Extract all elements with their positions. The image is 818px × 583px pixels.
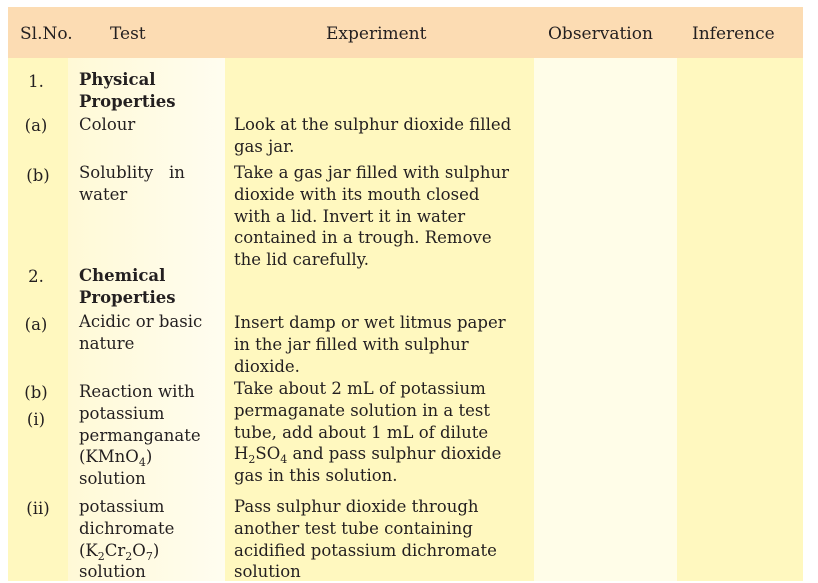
experiment-text: Take about 2 mL of potassium permaganate solution in a test tube, add about 1 mL of dilute $H_2SO_4$ and pass sulphur dioxide gas in this solution.	[234, 379, 502, 486]
test-name: potassium dichromate $(K_2Cr_2O_7)$ solution	[79, 497, 175, 582]
header-experiment: Experiment	[326, 24, 427, 44]
sl-sub-number: (i)	[26, 410, 46, 429]
header-test: Test	[110, 24, 146, 44]
experiment-text: Take a gas jar filled with sulphur dioxide with its mouth closed with a lid. Invert it in water contained in a trough. Remove the lid carefully.	[234, 163, 509, 270]
sl-number: 1.	[28, 72, 44, 91]
sl-number: (b)	[24, 383, 48, 402]
column-observation	[534, 58, 677, 581]
header-inference: Inference	[692, 24, 775, 44]
test-name: Colour	[79, 115, 136, 134]
test-name: Solublity in water	[79, 163, 185, 204]
sl-number: 2.	[28, 267, 44, 286]
test-name: Reaction with potassium permanganate (KMnO$_4$) solution	[79, 382, 201, 489]
test-name: Acidic or basic nature	[79, 312, 203, 353]
sl-number: (a)	[24, 116, 48, 135]
column-inference	[677, 58, 803, 581]
experiment-text: Insert damp or wet litmus paper in the jar filled with sulphur dioxide.	[234, 313, 506, 376]
header-observation: Observation	[548, 24, 653, 44]
section-title: Chemical Properties	[79, 266, 176, 307]
section-title: Physical Properties	[79, 70, 176, 111]
sl-number: (ii)	[26, 499, 50, 518]
header-sl-no: Sl.No.	[20, 24, 73, 44]
sl-number: (a)	[24, 315, 48, 334]
experiment-text: Pass sulphur dioxide through another test tube containing acidified potassium dichromate solution	[234, 497, 497, 582]
table-header	[8, 7, 803, 58]
sl-number: (b)	[26, 166, 50, 185]
experiment-text: Look at the sulphur dioxide filled gas jar.	[234, 115, 512, 156]
